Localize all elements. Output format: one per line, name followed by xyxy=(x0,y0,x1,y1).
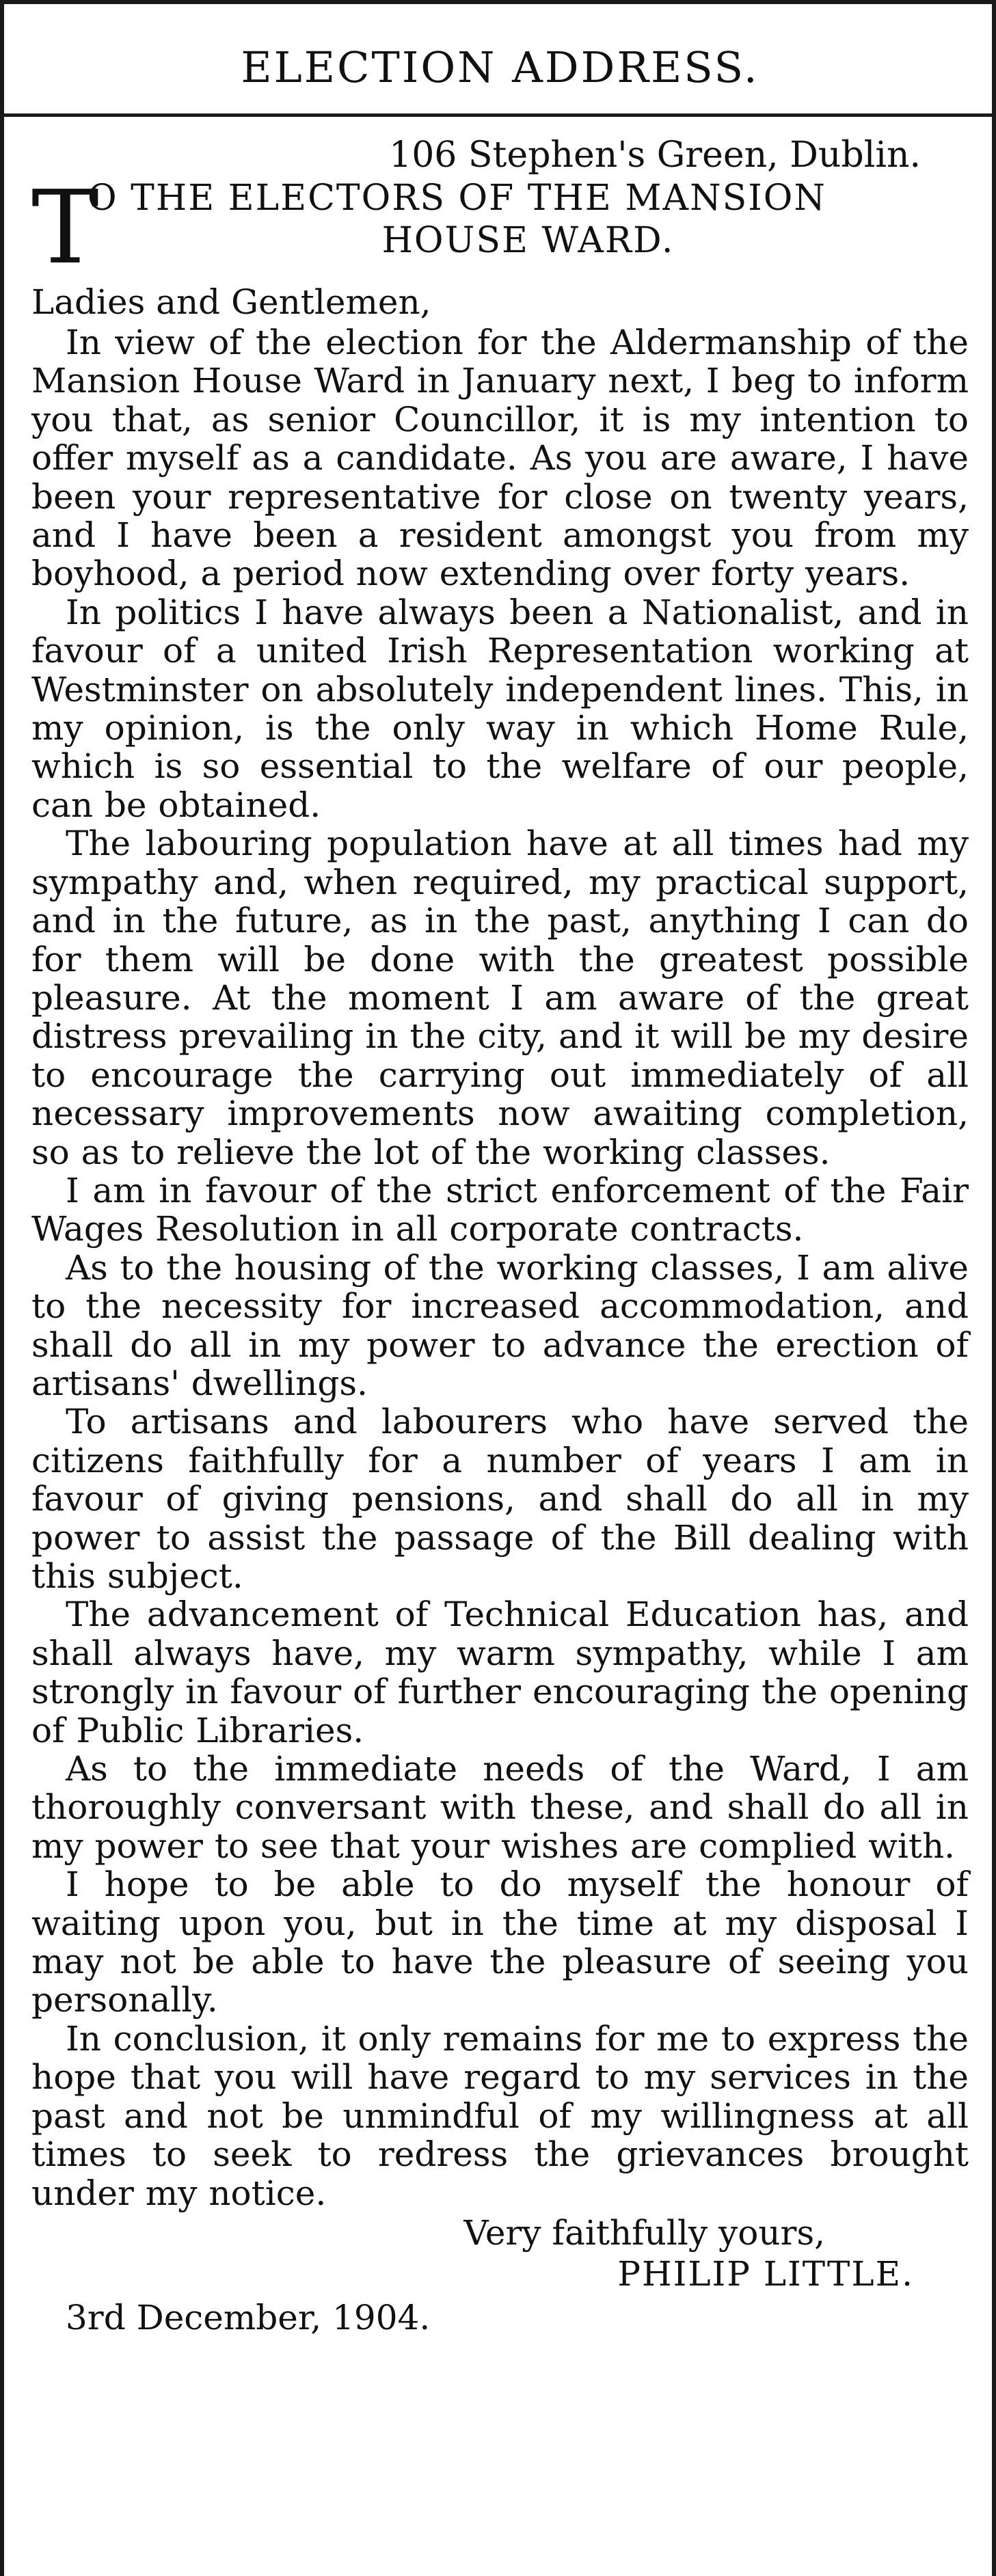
salutation-line-2: HOUSE WARD. xyxy=(381,220,675,261)
salutation xyxy=(31,169,969,286)
drop-cap: T xyxy=(31,169,99,286)
heading: ELECTION ADDRESS. xyxy=(241,42,759,92)
salutation-line-1: O THE ELECTORS OF THE MANSION xyxy=(88,178,826,219)
paragraph-7: The advancement of Technical Education has, and shall always have, my warm sympathy, while I am strongly in favour of further encouraging the opening of Public Libraries. xyxy=(31,1595,969,1750)
greeting: Ladies and Gentlemen, xyxy=(31,282,431,322)
paragraph-5: As to the housing of the working classes, I am alive to the necessity for increased accommodation, and shall do all in my power to advance the erection of artisans' dwellings. xyxy=(31,1247,969,1403)
paragraph-10: In conclusion, it only remains for me to express the hope that you will have regard to my services in the past and not be unmindful of my willingness at all times to seek to redress the grievances brought under my notice. xyxy=(31,2018,969,2213)
paragraph-2: In politics I have always been a Nationalist, and in favour of a united Irish Representation working at Westminster on absolutely independent lines. This, in my opinion, is the only way in which Home Rule, which is so essential to the welfare of our people, can be obtained. xyxy=(31,592,969,825)
paragraph-8: As to the immediate needs of the Ward, I am thoroughly conversant with these, and shall do all in my power to see that your wishes are complied with. xyxy=(31,1749,969,1866)
signature: PHILIP LITTLE. xyxy=(617,2253,914,2294)
paragraph-3: The labouring population have at all times had my sympathy and, when required, my practical support, and in the future, as in the past, anything I can do for them will be done with the greatest possible pleasure. At the moment I am aware of the great distress prevailing in the city, and it will be my desire to encourage the carrying out immediately of all necessary improvements now awaiting completion, so as to relieve the lot of the working classes. xyxy=(31,824,969,1172)
date: 3rd December, 1904. xyxy=(66,2297,431,2337)
paragraph-1: In view of the election for the Aldermanship of the Mansion House Ward in January next, I beg to inform you that, as senior Councillor, it is my intention to offer myself as a candidate. As you are aware, I have been your representative for close on twenty years, and I have been a resident amongst you from my boyhood, a period now extending over forty years. xyxy=(31,323,969,594)
heading-rule xyxy=(4,113,992,117)
paragraph-6: To artisans and labourers who have served the citizens faithfully for a number of years I am in favour of giving pensions, and shall do all in my power to assist the passage of the Bill dealing with this subject. xyxy=(31,1402,969,1596)
sender-address: 106 Stephen's Green, Dublin. xyxy=(389,135,921,176)
paragraph-4: I am in favour of the strict enforcement of the Fair Wages Resolution in all corporate contracts. xyxy=(31,1170,969,1249)
paragraph-9: I hope to be able to do myself the honour of waiting upon you, but in the time at my disposal I may not be able to have the pleasure of seeing you personally. xyxy=(31,1865,969,2020)
closing: Very faithfully yours, xyxy=(463,2212,825,2253)
